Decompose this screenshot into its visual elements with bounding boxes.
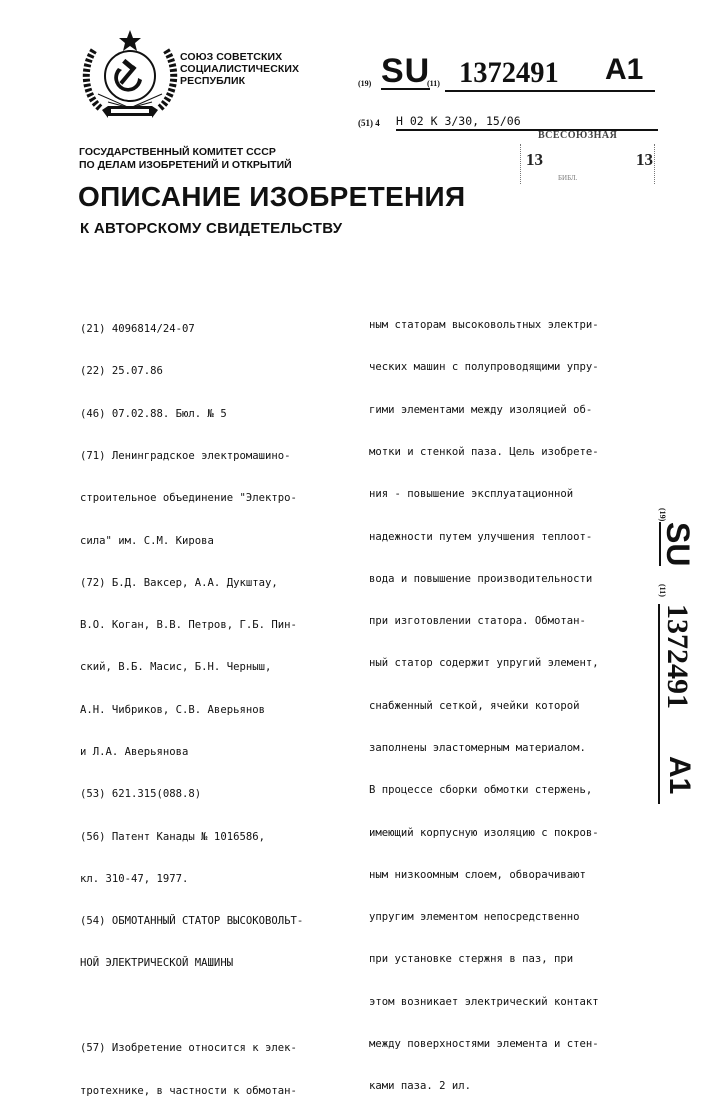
abstract-line: мотки и стенкой паза. Цель изобрете- bbox=[369, 446, 599, 459]
biblio-line: сила" им. С.М. Кирова bbox=[80, 534, 214, 547]
side-patent-label bbox=[645, 508, 705, 808]
side-patent-number bbox=[658, 604, 696, 804]
side-inid-code-19: (19) bbox=[658, 508, 667, 522]
country-name-line: РЕСПУБЛИК bbox=[180, 75, 246, 87]
abstract-line: этом возникает электрический контакт bbox=[369, 995, 599, 1008]
committee-line: ГОСУДАРСТВЕННЫЙ КОМИТЕТ СССР bbox=[79, 146, 276, 158]
abstract-line: гими элементами между изоляцией об- bbox=[369, 403, 593, 416]
abstract-line: заполнены эластомерным материалом. bbox=[369, 742, 586, 754]
side-country-code: SU bbox=[660, 522, 696, 567]
abstract-line: ческих машин с полупроводящими упру- bbox=[369, 361, 599, 374]
stamp-header: ВСЕСОЮЗНАЯ bbox=[538, 130, 618, 141]
biblio-line: строительное объединение "Электро- bbox=[80, 492, 297, 505]
biblio-line: кл. 310-47, 1977. bbox=[80, 872, 189, 885]
abstract-line: при изготовлении статора. Обмотан- bbox=[369, 615, 586, 628]
abstract-line: (57) Изобретение относится к элек- bbox=[80, 1042, 297, 1055]
biblio-line: (22) 25.07.86 bbox=[80, 365, 163, 378]
abstract-line: ным низкоомным слоем, обворачивают bbox=[369, 868, 586, 881]
committee-line: ПО ДЕЛАМ ИЗОБРЕТЕНИЙ И ОТКРЫТИЙ bbox=[79, 158, 292, 171]
abstract-line: В процессе сборки обмотки стержень, bbox=[369, 784, 593, 797]
inid-code-19: (19) bbox=[358, 79, 372, 88]
biblio-line: (21) 4096814/24-07 bbox=[80, 323, 195, 336]
bibliographic-data bbox=[80, 294, 303, 1112]
inid-code-51: (51) 4 bbox=[358, 118, 380, 128]
biblio-line: (53) 621.315(088.8) bbox=[80, 788, 202, 801]
biblio-line: и Л.А. Аверьянова bbox=[80, 746, 189, 758]
abstract-line: снабженный сеткой, ячейки которой bbox=[369, 699, 580, 712]
country-name-line: СОЦИАЛИСТИЧЕСКИХ bbox=[180, 63, 300, 75]
abstract-line: тротехнике, в частности к обмотан- bbox=[80, 1084, 297, 1097]
stamp-border bbox=[654, 144, 655, 184]
inid-code-11: (11) bbox=[427, 79, 440, 88]
side-patent-number-value: 1372491 bbox=[661, 604, 694, 709]
side-patent-kind-code: A1 bbox=[663, 756, 696, 795]
abstract-line: вода и повышение производительности bbox=[369, 572, 593, 585]
ipc-code: H 02 K 3/30, 15/06 bbox=[396, 113, 658, 131]
abstract-line: ками паза. 2 ил. bbox=[369, 1080, 472, 1093]
biblio-line: В.О. Коган, В.В. Петров, Г.Б. Пин- bbox=[80, 619, 297, 632]
biblio-line: (72) Б.Д. Ваксер, А.А. Дукштау, bbox=[80, 576, 278, 589]
abstract-line: между поверхностями элемента и стен- bbox=[369, 1037, 599, 1050]
abstract-line: имеющий корпусную изоляцию с покров- bbox=[369, 826, 599, 839]
patent-number-block bbox=[358, 52, 668, 97]
committee-name bbox=[79, 146, 292, 171]
biblio-line: (56) Патент Канады № 1016586, bbox=[80, 830, 265, 843]
side-patent-label-rotated bbox=[637, 508, 697, 808]
document-title: ОПИСАНИЕ ИЗОБРЕТЕНИЯ bbox=[78, 181, 466, 212]
invention-title-line: (54) ОБМОТАННЫЙ СТАТОР ВЫСОКОВОЛЬТ- bbox=[80, 915, 304, 928]
abstract-line: ния - повышение эксплуатационной bbox=[369, 488, 574, 501]
spacer bbox=[80, 999, 303, 1014]
biblio-line: А.Н. Чибриков, С.В. Аверьянов bbox=[80, 703, 265, 716]
invention-title-line: НОЙ ЭЛЕКТРИЧЕСКОЙ МАШИНЫ bbox=[80, 957, 234, 970]
patent-kind-code: A1 bbox=[605, 53, 644, 86]
abstract-line: ный статор содержит упругий элемент, bbox=[369, 657, 599, 670]
stamp-border bbox=[520, 144, 521, 184]
document-subtitle: К АВТОРСКОМУ СВИДЕТЕЛЬСТВУ bbox=[80, 220, 343, 237]
abstract-line: упругим элементом непосредственно bbox=[369, 911, 580, 924]
side-inid-code-11: (11) bbox=[658, 584, 667, 597]
biblio-line: (46) 07.02.88. Бюл. № 5 bbox=[80, 407, 227, 420]
stamp-number-right: 13 bbox=[636, 150, 653, 169]
ussr-emblem-icon bbox=[78, 24, 182, 128]
abstract-line: ным статорам высоковольтных электри- bbox=[369, 319, 599, 332]
biblio-line: ский, В.Б. Масис, Б.Н. Черныш, bbox=[80, 661, 272, 674]
abstract-line: при установке стержня в паз, при bbox=[369, 953, 574, 966]
abstract-text bbox=[369, 290, 599, 1107]
patent-number-value: 1372491 bbox=[459, 56, 559, 89]
library-stamp bbox=[518, 130, 658, 190]
biblio-line: (71) Ленинградское электромашино- bbox=[80, 450, 291, 463]
abstract-line: надежности путем улучшения теплоот- bbox=[369, 530, 593, 543]
country-name bbox=[180, 51, 299, 87]
country-code: SU bbox=[381, 52, 431, 90]
patent-number bbox=[445, 53, 655, 92]
stamp-footer: БИБЛ. bbox=[558, 174, 578, 182]
stamp-number-left: 13 bbox=[526, 150, 543, 169]
country-name-line: СОЮЗ СОВЕТСКИХ bbox=[180, 51, 283, 63]
